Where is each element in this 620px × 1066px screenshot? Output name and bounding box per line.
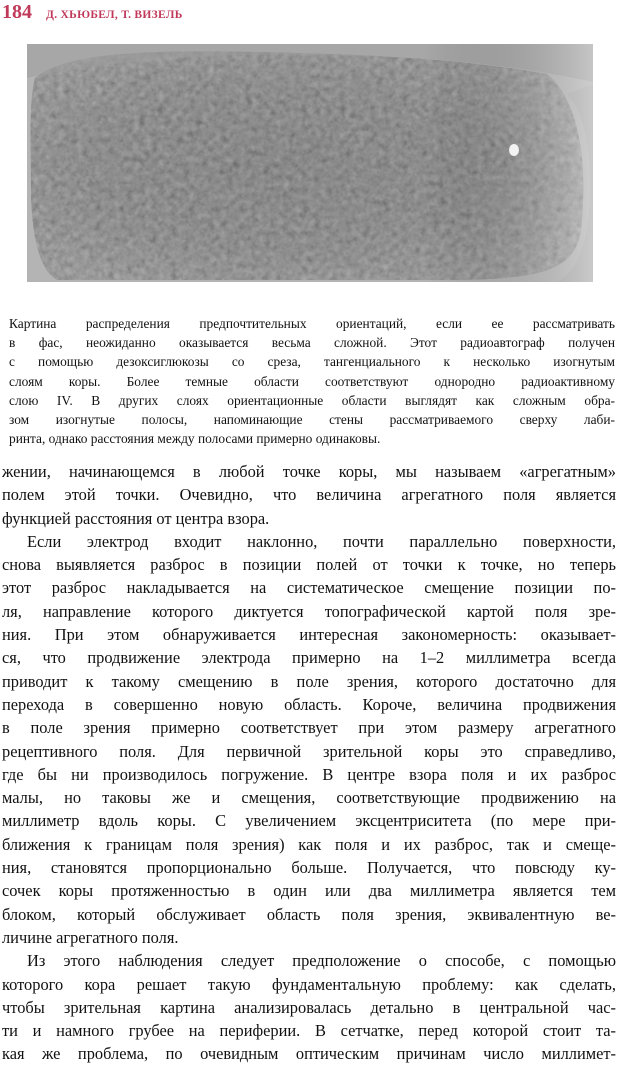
body-line: полем этой точки. Очевидно, что величина агрегатного поля является bbox=[2, 485, 616, 505]
page-header bbox=[2, 0, 183, 24]
body-line: ния, становятся пропорционально больше. Получается, что повсюду ку- bbox=[2, 858, 616, 878]
radioautograph-figure bbox=[27, 44, 593, 282]
body-line: кая же проблема, по очевидным оптическим причинам число миллимет- bbox=[2, 1044, 616, 1064]
body-line: сочек коры протяженностью в один или два миллиметра является тем bbox=[2, 881, 616, 901]
body-line: блоком, который обслуживает область поля зрения, эквивалентную ве- bbox=[2, 904, 616, 924]
body-text bbox=[2, 460, 616, 1066]
caption-line: Картина распределения предпочтительных ориентаций, если ее рассматривать bbox=[9, 316, 615, 331]
body-line: Из этого наблюдения следует предположение о способе, с помощью bbox=[27, 951, 616, 971]
running-head: Д. ХЬЮБЕЛ, Т. ВИЗЕЛЬ bbox=[46, 9, 183, 21]
body-line: малы, но таковы же и смещения, соответствующие продвижению на bbox=[2, 788, 616, 808]
body-line: приводит к такому смещению в поле зрения, которого достаточно для bbox=[2, 671, 616, 691]
body-line: снова выявляется разброс в позиции полей от точки к точке, но теперь bbox=[2, 555, 616, 575]
body-line: миллиметр вдоль коры. С увеличением эксцентриситета (по мере при- bbox=[2, 811, 616, 831]
body-line: этот разброс накладывается на систематическое смещение позиции по- bbox=[2, 578, 616, 598]
body-line: ля, направление которого диктуется топографической картой поля зре- bbox=[2, 601, 616, 621]
caption-line: зом изогнутые полосы, напоминающие стены рассматриваемого сверху лаби- bbox=[9, 412, 615, 428]
body-line: жении, начинающемся в любой точке коры, мы называем «агрегатным» bbox=[2, 462, 616, 481]
caption-line: слою IV. В других слоях ориентационные области выглядят как сложным обра- bbox=[9, 392, 615, 408]
caption-line: с помощью дезоксиглюкозы со среза, тангенциального к несколько изогнутым bbox=[9, 354, 615, 370]
caption-line: в фас, неожиданно оказывается весьма сложной. Этот радиоавтограф получен bbox=[9, 335, 615, 351]
body-line: где бы ни производилось погружение. В центре взора поля и их разброс bbox=[2, 764, 616, 784]
body-line: ния. При этом обнаруживается интересная закономерность: оказывает- bbox=[2, 625, 616, 645]
body-line: в поле зрения примерно соответствует при этом размеру агрегатного bbox=[2, 718, 616, 738]
body-line: ближения к границам поля зрения) как поля и их разброс, так и смеще- bbox=[2, 834, 616, 854]
caption-line: слоям коры. Более темные области соответствуют однородно радиоактивному bbox=[9, 373, 615, 389]
body-line: Если электрод входит наклонно, почти параллельно поверхности, bbox=[27, 531, 616, 551]
radioautograph-image bbox=[27, 44, 593, 282]
body-line: ся, что продвижение электрода примерно на 1–2 миллиметра всегда bbox=[2, 648, 616, 668]
body-line: ти и намного грубее на периферии. В сетчатке, перед которой стоит та- bbox=[2, 1021, 616, 1041]
caption-line: ринта, однако расстояния между полосами примерно одинаковы. bbox=[9, 431, 381, 447]
body-line: рецептивного поля. Для первичной зрительной коры это справедливо, bbox=[2, 741, 616, 761]
body-line: личине агрегатного поля. bbox=[2, 927, 179, 947]
body-line: функцией расстояния от центра взора. bbox=[2, 508, 270, 528]
body-line: чтобы зрительная картина анализировалась детально в центральной час- bbox=[2, 997, 616, 1017]
body-line: которого кора решает такую фундаментальную проблему: как сделать, bbox=[2, 974, 616, 994]
bright-spot bbox=[509, 144, 519, 156]
page-number: 184 bbox=[2, 1, 32, 23]
figure-caption bbox=[9, 314, 615, 448]
body-line: перехода в совершенно новую область. Короче, величина продвижения bbox=[2, 694, 616, 714]
